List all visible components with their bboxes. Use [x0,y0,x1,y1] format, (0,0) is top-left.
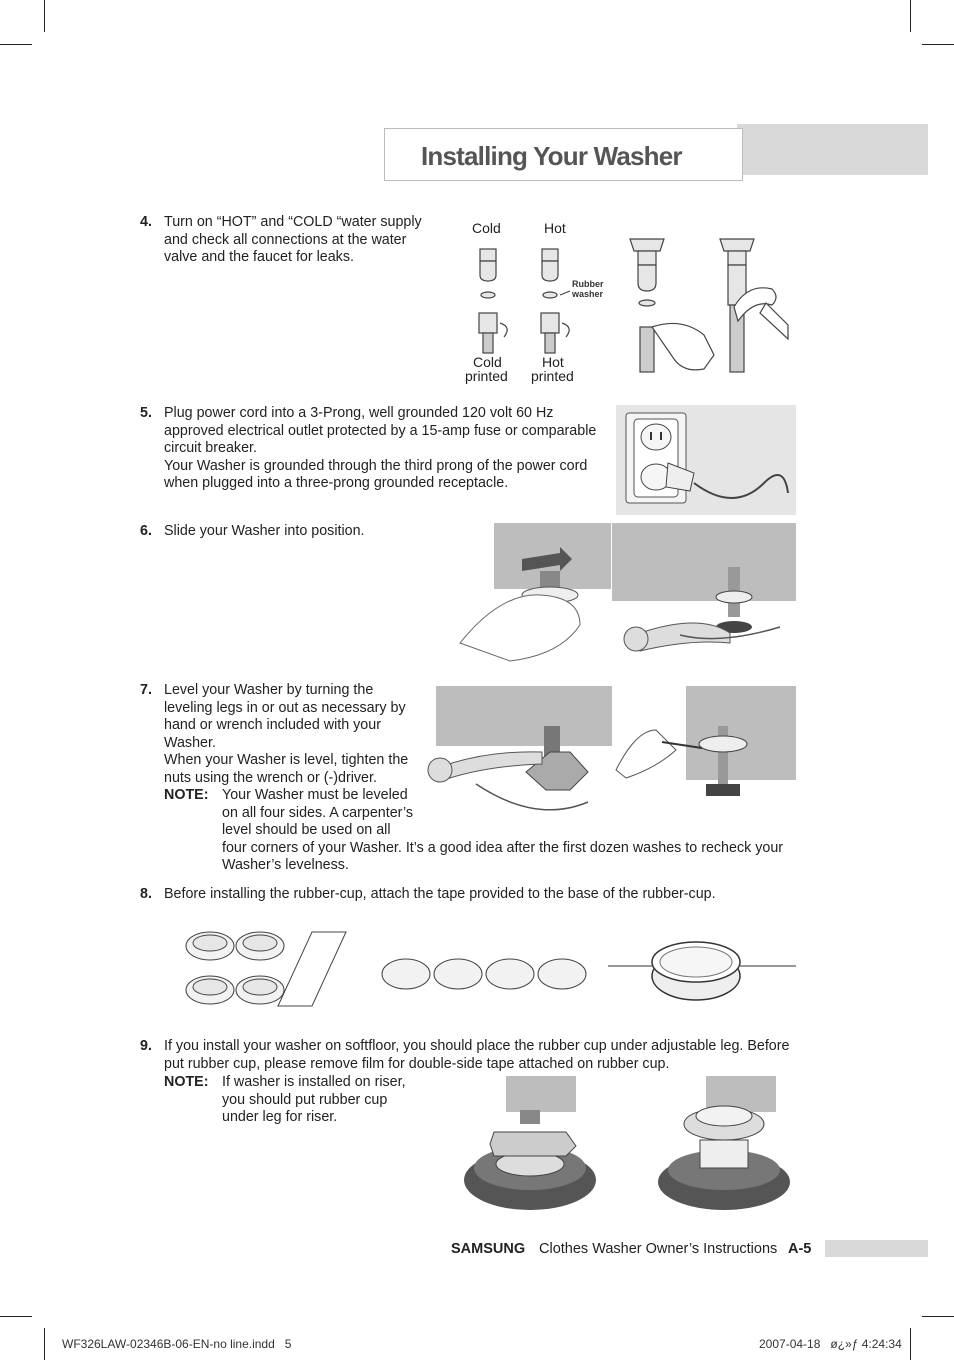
label-washer: washer [572,289,604,299]
slug-filename: WF326LAW-02346B-06-EN-no line.indd 5 [62,1337,292,1351]
level-washer-figure [426,686,796,812]
crop-mark [44,1328,45,1360]
outlet-figure [616,405,796,515]
text-line: and check all connections at the water [164,231,407,248]
text-line: put rubber cup, please remove film for double-side tape attached on rubber cup. [164,1055,670,1072]
step-number: 4. [140,214,152,230]
text-line: Plug power cord into a 3-Prong, well grounded 120 volt 60 Hz [164,405,554,421]
crop-mark [922,44,954,45]
step-text [164,405,596,493]
text-line: Washer’s levelness. [222,857,349,874]
text-line: leveling legs in or out as necessary by [164,699,406,716]
step-number: 9. [140,1038,152,1054]
hose-connection-figure [456,215,796,387]
text-line: If washer is installed on riser, [222,1074,406,1090]
step-text [164,523,365,541]
label-rubber: Rubber [572,279,604,289]
label-hot-printed-1: Hot [542,354,564,370]
step-number: 5. [140,405,152,421]
text-line: nuts using the wrench or (-)driver. [164,769,377,786]
text-line: Your Washer is grounded through the third prong of the power cord [164,457,588,474]
crop-mark [44,0,45,32]
text-line: Washer. [164,734,216,751]
text-line: circuit breaker. [164,440,257,457]
text-line: Your Washer must be leveled [222,787,408,803]
step-number: 6. [140,523,152,539]
note-label: NOTE: [164,1074,209,1090]
text-line: when plugged into a three-prong grounded receptacle. [164,475,509,492]
footer-manual-title: Clothes Washer Owner’s Instructions [539,1241,778,1257]
note-label: NOTE: [164,787,209,803]
text-line: level should be used on all [222,822,391,839]
text-line: valve and the faucet for leaks. [164,249,354,266]
footer-brand: SAMSUNG [451,1241,526,1257]
note-text [222,1074,406,1127]
text-line: Slide your Washer into position. [164,523,365,539]
crop-mark [910,0,911,32]
text-line: on all four sides. A carpenter’s [222,804,414,821]
header-box [384,128,743,181]
label-cold: Cold [472,220,501,236]
page-number: A-5 [788,1241,812,1257]
text-line: Level your Washer by turning the [164,682,374,698]
step-number: 7. [140,682,152,698]
label-cold-printed-1: Cold [473,354,502,370]
label-hot: Hot [544,220,566,236]
crop-mark [0,44,32,45]
step-number: 8. [140,886,152,902]
rubber-cup-figure [180,926,796,1012]
text-line: approved electrical outlet protected by a 15-amp fuse or comparable [164,422,597,439]
text-line: hand or wrench included with your [164,717,381,734]
label-hot-printed-2: printed [531,368,574,384]
crop-mark [0,1316,32,1317]
step-text [164,1038,789,1073]
slide-washer-figure [440,523,796,663]
text-line: If you install your washer on softfloor, you should place the rubber cup under adjustable leg. Before [164,1038,790,1054]
text-line: under leg for riser. [222,1109,338,1126]
rubber-cup-leg-figure [460,1076,796,1212]
text-line: Turn on “HOT” and “COLD “water supply [164,214,422,230]
text-line: Before installing the rubber-cup, attach the tape provided to the base of the rubber-cup. [164,886,716,902]
text-line: you should put rubber cup [222,1091,388,1108]
step-text [164,214,422,267]
step-text [164,682,408,788]
page-title: Installing Your Washer [421,141,682,171]
footer-bar [825,1240,928,1257]
label-cold-printed-2: printed [465,368,508,384]
header-bar [737,124,928,175]
step-text [164,886,716,904]
crop-mark [922,1316,954,1317]
text-line: When your Washer is level, tighten the [164,752,409,769]
crop-mark [910,1328,911,1360]
slug-timestamp: 2007-04-18 ø¿»ƒ 4:24:34 [759,1337,902,1351]
text-line: four corners of your Washer. It’s a good idea after the first dozen washes to recheck your [222,839,784,856]
